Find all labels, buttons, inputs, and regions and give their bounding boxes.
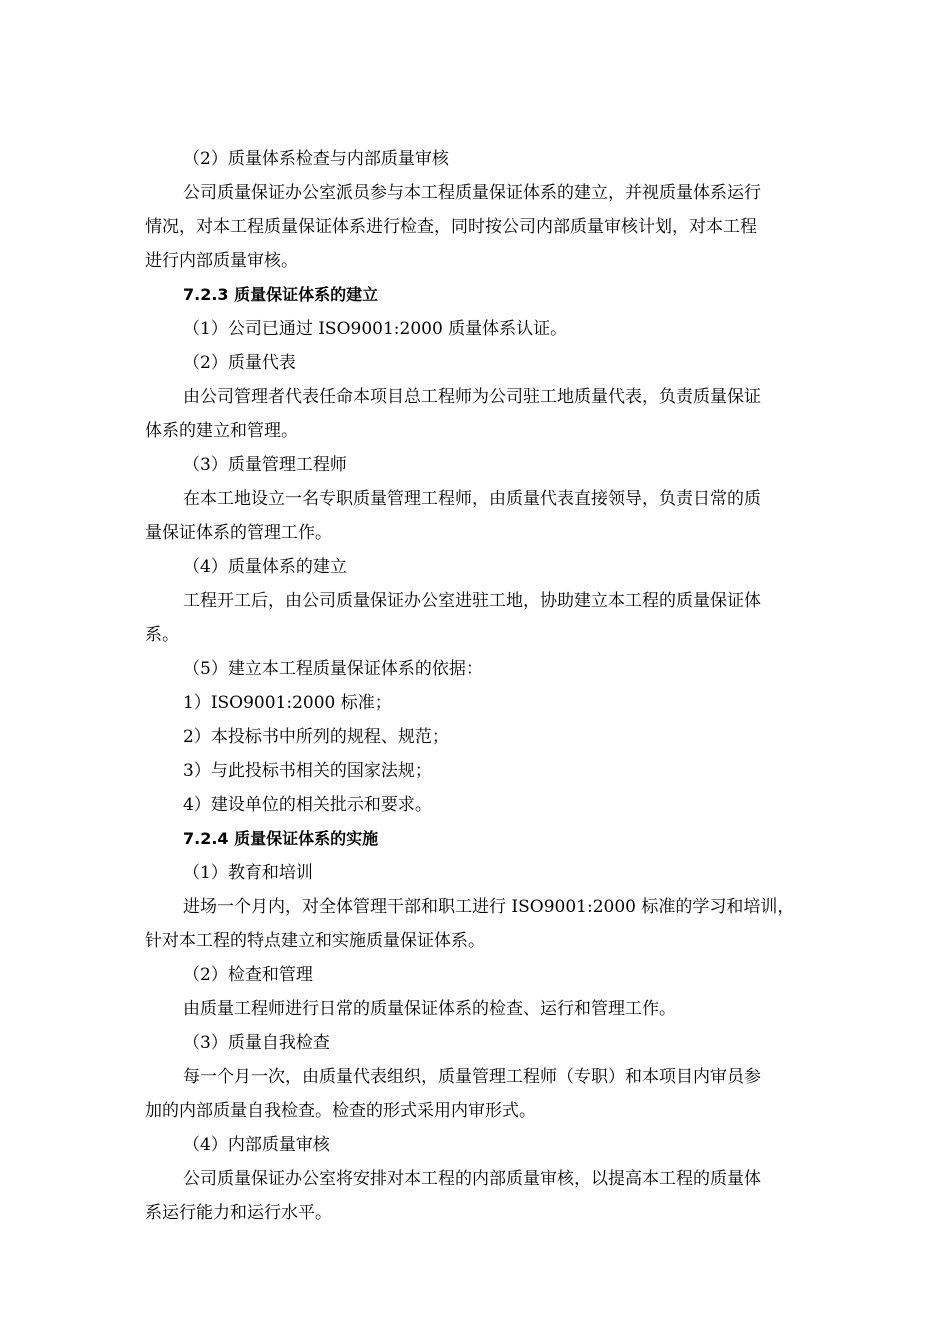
subsection-heading-quality-check: （2）质量体系检查与内部质量审核 (183, 149, 449, 169)
subsection-heading-training: （1）教育和培训 (183, 863, 313, 883)
paragraph-line: 在本工地设立一名专职质量管理工程师，由质量代表直接领导，负责日常的质 (183, 489, 761, 509)
paragraph-line: 体系的建立和管理。 (145, 421, 298, 441)
paragraph-line: 由公司管理者代表任命本项目总工程师为公司驻工地质量代表，负责质量保证 (183, 387, 761, 407)
subsection-heading-quality-engineer: （3）质量管理工程师 (183, 455, 347, 475)
subsection-heading-basis: （5）建立本工程质量保证体系的依据： (183, 659, 483, 679)
paragraph-line: 公司质量保证办公室派员参与本工程质量保证体系的建立，并视质量体系运行 (183, 183, 761, 203)
paragraph-line: 进场一个月内，对全体管理干部和职工进行 ISO9001:2000 标准的学习和培训， (183, 897, 795, 917)
list-item: 3）与此投标书相关的国家法规； (183, 761, 432, 781)
list-item: （1）公司已通过 ISO9001:2000 质量体系认证。 (183, 319, 568, 339)
subsection-heading-quality-rep: （2）质量代表 (183, 353, 296, 373)
paragraph-line: 系。 (145, 625, 179, 645)
paragraph-line: 加的内部质量自我检查。检查的形式采用内审形式。 (145, 1101, 536, 1121)
paragraph-line: 系运行能力和运行水平。 (145, 1203, 332, 1223)
subsection-heading-system-setup: （4）质量体系的建立 (183, 557, 347, 577)
subsection-heading-internal-audit: （4）内部质量审核 (183, 1135, 330, 1155)
subsection-heading-inspection: （2）检查和管理 (183, 965, 313, 985)
paragraph-line: 由质量工程师进行日常的质量保证体系的检查、运行和管理工作。 (183, 999, 676, 1019)
paragraph-line: 进行内部质量审核。 (145, 251, 298, 271)
paragraph-line: 情况，对本工程质量保证体系进行检查，同时按公司内部质量审核计划，对本工程 (145, 217, 757, 237)
paragraph-line: 公司质量保证办公室将安排对本工程的内部质量审核，以提高本工程的质量体 (183, 1169, 761, 1189)
section-heading-7-2-4: 7.2.4 质量保证体系的实施 (183, 829, 379, 848)
list-item: 2）本投标书中所列的规程、规范； (183, 727, 449, 747)
list-item: 4）建设单位的相关批示和要求。 (183, 795, 432, 815)
subsection-heading-self-check: （3）质量自我检查 (183, 1033, 330, 1053)
paragraph-line: 量保证体系的管理工作。 (145, 523, 332, 543)
paragraph-line: 工程开工后，由公司质量保证办公室进驻工地，协助建立本工程的质量保证体 (183, 591, 761, 611)
paragraph-line: 每一个月一次，由质量代表组织，质量管理工程师（专职）和本项目内审员参 (183, 1067, 761, 1087)
section-heading-7-2-3: 7.2.3 质量保证体系的建立 (183, 285, 379, 304)
paragraph-line: 针对本工程的特点建立和实施质量保证体系。 (145, 931, 485, 951)
list-item: 1）ISO9001:2000 标准； (183, 693, 392, 713)
